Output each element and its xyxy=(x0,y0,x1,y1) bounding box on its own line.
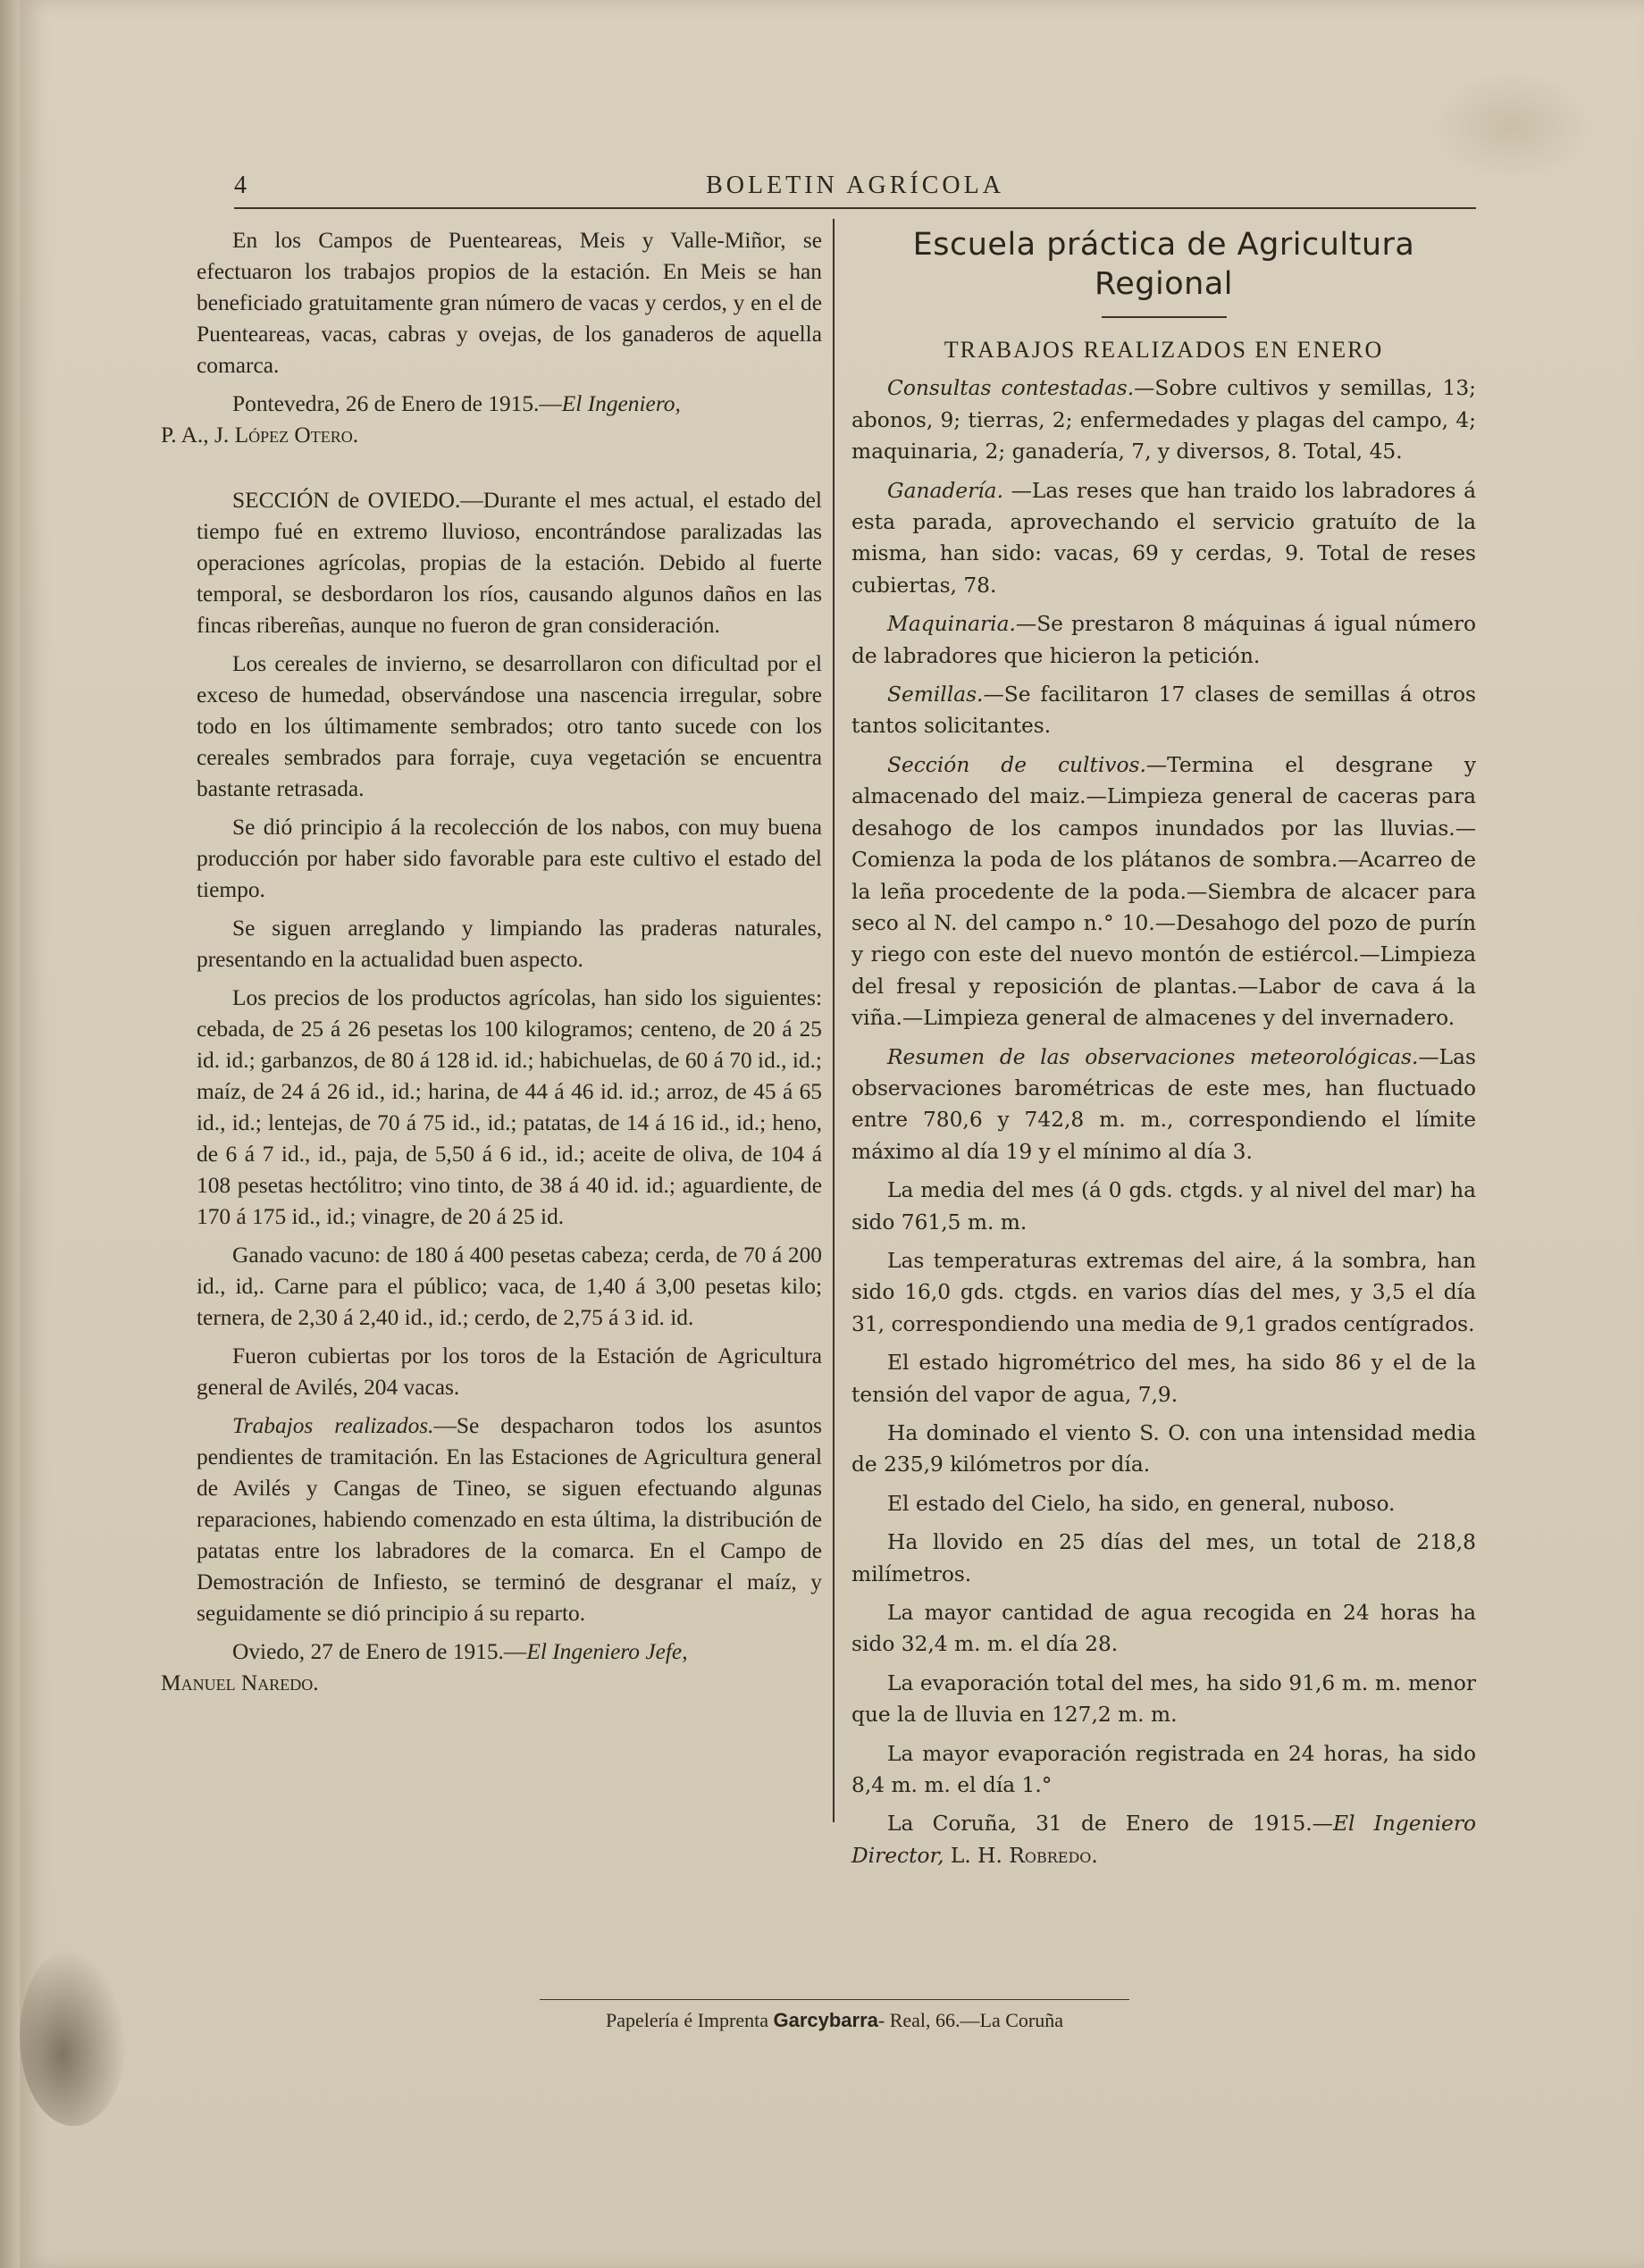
paragraph: Las temperaturas extremas del aire, á la sombra, han sido 16,0 gds. ctgds. en varios días del mes, y 3,5 el día 31, correspondiendo una media de 9,1 grados centígrados. xyxy=(851,1248,1476,1336)
paragraph: Fueron cubiertas por los toros de la Estación de Agricultura general de Avilés, 204 vacas. xyxy=(197,1343,822,1400)
paragraph-heading: Maquinaria. xyxy=(887,612,1016,637)
paragraph-livestock: Ganado vacuno: de 180 á 400 pesetas cabeza; cerda, de 70 á 200 id., id,. Carne para el público; vaca, de 1,40 á 3,00 pesetas kilo; ternera, de 2,30 á 2,40 id., id.; cerdo, de 2,75 á 3 id. id. xyxy=(197,1243,822,1330)
paragraph-heading: Consultas contestadas. xyxy=(887,376,1135,401)
paragraph: El estado higrométrico del mes, ha sido 86 y el de la tensión del vapor de agua, 7,9. xyxy=(851,1351,1476,1407)
imprint-brand: Garcybarra xyxy=(773,2009,878,2031)
paragraph-text: —Termina el desgrane y almacenado del maiz.—Limpieza general de caceras para desahogo de los campos inundados por las lluvias.—Comienza la poda de los plátanos de sombra.—Acarreo de la leña procedente de la poda.—Siembra de alcacer para seco al N. del campo n.° 10.—Desahogo del pozo de purín y riego con este del nuevo montón de estiércol.—Limpieza del fresal y reposición de plantas.—Labor de cava á la viña.—Limpieza general de almacenes y del invernadero. xyxy=(851,752,1477,1031)
printer-imprint xyxy=(540,1999,1129,2032)
paragraph: La media del mes (á 0 gds. ctgds. y al nivel del mar) ha sido 761,5 m. m. xyxy=(851,1178,1476,1234)
page-header xyxy=(234,172,1476,207)
sig-role: El Ingeniero Director, xyxy=(851,1812,1476,1868)
paragraph xyxy=(851,749,1476,1034)
sig-name: López Otero. xyxy=(234,423,359,448)
paragraph xyxy=(851,679,1476,742)
paragraph-heading: Resumen de las observaciones meteorológicas. xyxy=(887,1044,1419,1069)
paragraph xyxy=(851,475,1476,602)
sig-name: L. H. Robredo. xyxy=(950,1843,1098,1868)
section-subtitle: TRABAJOS REALIZADOS EN ENERO xyxy=(944,337,1384,363)
paragraph-heading: Trabajos realizados. xyxy=(232,1413,434,1438)
paragraph-text: —Se despacharon todos los asuntos pendientes de tramitación. En las Estaciones de Agricultura general de Avilés y Cangas de Tineo, se siguen efectuando algunas reparaciones, habiendo comenzado en esta última, la distribución de patatas entre los labradores de la comarca. En el Campo de Demostración de Infiesto, se terminó de desgranar el maíz, y seguidamente se dió principio á su reparto. xyxy=(197,1413,823,1626)
paragraph: La evaporación total del mes, ha sido 91,6 m. m. menor que la de lluvia en 127,2 m. m. xyxy=(851,1670,1476,1728)
paragraph-heading: Semillas. xyxy=(887,682,984,707)
ink-stain xyxy=(20,1947,127,2126)
paragraph-heading: Ganadería. xyxy=(887,478,1003,503)
paragraph: Se dió principio á la recolección de los nabos, con muy buena producción por haber sido favorable para este cultivo el estado del tiempo. xyxy=(197,815,822,902)
imprint-prefix: Papelería é Imprenta xyxy=(605,2009,774,2031)
paragraph-text: —Se facilitaron 17 clases de semillas á otros tantos solicitantes. xyxy=(851,682,1476,739)
sig-place: La Coruña, 31 de Enero de 1915.— xyxy=(887,1812,1333,1837)
imprint-suffix: - Real, 66.—La Coruña xyxy=(877,2009,1064,2031)
paragraph: En los Campos de Puenteareas, Meis y Valle-Miñor, se efectuaron los trabajos propios de la estación. En Meis se han beneficiado gratuitamente gran número de vacas y cerdos, y en el de Puenteareas, vacas, cabras y ovejas, de los ganaderos de aquella comarca. xyxy=(197,228,822,378)
paragraph: Ha llovido en 25 días del mes, un total de 218,8 milímetros. xyxy=(851,1530,1476,1586)
paragraph-text: —Se prestaron 8 máquinas á igual número de labradores que hicieron la petición. xyxy=(851,612,1476,668)
paper-stain xyxy=(1431,71,1592,179)
section-oviedo xyxy=(197,485,822,641)
signature-coruna xyxy=(851,1808,1476,1871)
sig-role: El Ingeniero, xyxy=(561,391,681,416)
sig-place: Pontevedra, 26 de Enero de 1915.— xyxy=(232,391,562,416)
signature-pontevedra xyxy=(161,389,822,451)
sig-name-prefix: P. A., J. xyxy=(161,423,235,448)
paragraph-text: —Las observaciones barométricas de este mes, han fluctuado entre 780,6 y 742,8 m. m., correspondiendo el límite máximo al día 19 y el mínimo al día 3. xyxy=(851,1044,1476,1164)
paragraph-text: —Sobre cultivos y semillas, 13; abonos, 9; tierras, 2; enfermedades y plagas del campo, 4; maquinaria, 2; ganadería, 7, y diversos, 8. Total, 45. xyxy=(851,376,1476,464)
paragraph: La mayor evaporación registrada en 24 horas, ha sido 8,4 m. m. el día 1.° xyxy=(851,1741,1476,1798)
paragraph-prices: Los precios de los productos agrícolas, han sido los siguientes: cebada, de 25 á 26 pesetas los 100 kilogramos; centeno, de 20 á 25 id. id.; garbanzos, de 80 á 128 id. id.; habichuelas, de 60 á 70 id., id.; maíz, de 24 á 26 id., id.; harina, de 44 á 46 id. id.; arroz, de 45 á 65 id., id.; lentejas, de 70 á 75 id., id.; patatas, de 14 á 16 id., id.; heno, de 6 á 7 id., id., paja, de 5,50 á 6 id., id.; aceite de oliva, de 104 á 108 pesetas hectólitro; vino tinto, de 38 á 40 id. id.; aguardiente, de 170 á 175 id., id.; vinagre, de 20 á 25 id. xyxy=(197,985,822,1229)
paragraph xyxy=(851,608,1476,672)
paragraph: El estado del Cielo, ha sido, en general, nuboso. xyxy=(887,1491,1396,1516)
header-rule xyxy=(234,207,1476,209)
sig-role: El Ingeniero Jefe, xyxy=(526,1639,688,1664)
paragraph-heading: Sección de cultivos. xyxy=(887,752,1146,777)
signature-oviedo xyxy=(161,1636,822,1699)
paragraph-trabajos xyxy=(197,1410,822,1629)
right-column xyxy=(851,225,1476,1879)
left-column xyxy=(161,225,823,1706)
title-rule xyxy=(1102,316,1227,318)
paragraph-text: —Las reses que han traido los labradores á esta parada, aprovechando el servicio gratuíto de la misma, han sido: vacas, 69 y cerdas, 9. Total de reses cubiertas, 78. xyxy=(851,478,1476,598)
section-title: Escuela práctica de Agricultura Regional xyxy=(912,227,1415,302)
sig-name: Manuel Naredo. xyxy=(161,1670,319,1695)
paragraph xyxy=(851,372,1476,467)
page-edge xyxy=(0,0,20,2268)
page-number: 4 xyxy=(234,172,247,199)
section-heading: SECCIÓN de OVIEDO. xyxy=(232,488,461,513)
paragraph: Ha dominado el viento S. O. con una intensidad media de 235,9 kilómetros por día. xyxy=(851,1421,1476,1477)
paragraph: Se siguen arreglando y limpiando las praderas naturales, presentando en la actualidad buen aspecto. xyxy=(197,916,822,972)
paragraph: Los cereales de invierno, se desarrollaron con dificultad por el exceso de humedad, observándose una nascencia irregular, sobre todo en los últimamente sembrados; otro tanto sucede con los cereales sembrados para forraje, cuya vegetación se encuentra bastante retrasada. xyxy=(197,651,822,801)
section-text: —Durante el mes actual, el estado del tiempo fué en extremo lluvioso, encontrándose paralizadas las operaciones agrícolas, propias de la estación. Debido al fuerte temporal, se desbordaron los ríos, causando algunos daños en las fincas ribereñas, aunque no fueron de gran consideración. xyxy=(197,488,822,638)
sig-place: Oviedo, 27 de Enero de 1915.— xyxy=(232,1639,527,1664)
column-divider xyxy=(833,219,835,1822)
paragraph xyxy=(851,1042,1476,1168)
running-head: BOLETIN AGRÍCOLA xyxy=(706,172,1004,199)
paragraph: La mayor cantidad de agua recogida en 24 horas ha sido 32,4 m. m. el día 28. xyxy=(851,1601,1476,1657)
